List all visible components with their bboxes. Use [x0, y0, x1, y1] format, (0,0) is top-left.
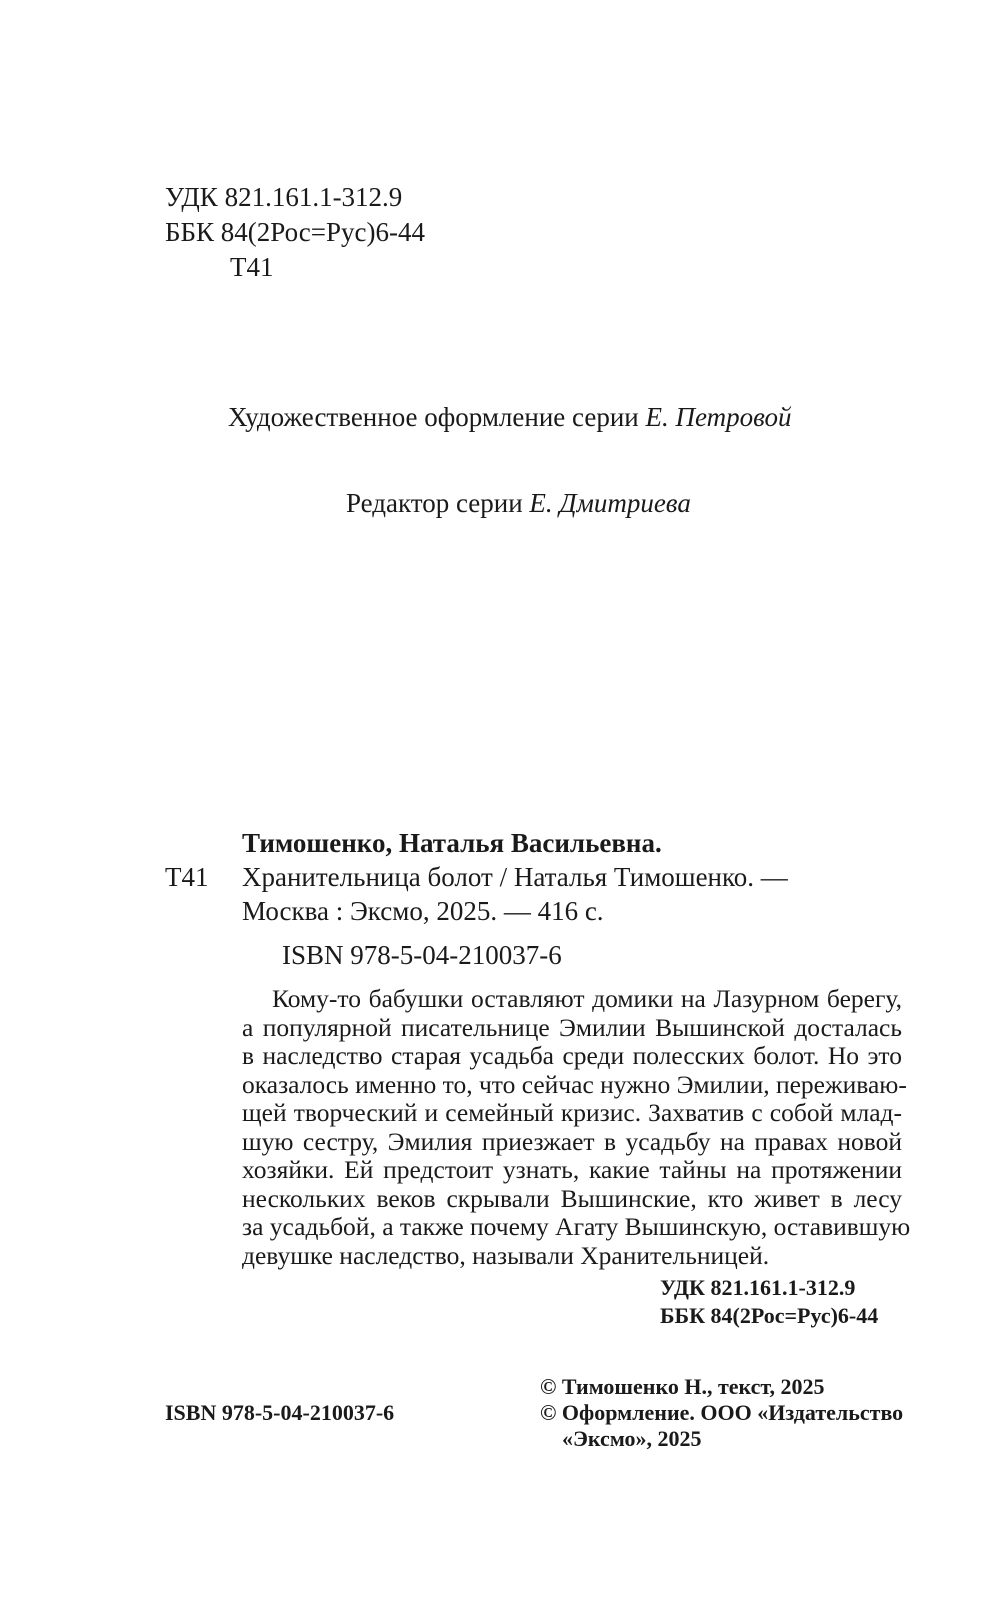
record-publication: Москва : Эксмо, 2025. — 416 с.: [242, 896, 604, 926]
design-credit-label: Художественное оформление серии: [228, 402, 646, 432]
udk-code: УДК 821.161.1-312.9: [165, 182, 403, 212]
annotation-line: а популярной писательнице Эмилии Вышинской досталась: [242, 1012, 902, 1042]
record-title: Хранительница болот / Наталья Тимошенко. —: [242, 862, 788, 892]
editor-credit: [346, 486, 691, 520]
footer-classification-codes: [660, 1274, 878, 1330]
footer-udk: УДК 821.161.1-312.9: [660, 1275, 856, 1300]
annotation: [242, 984, 911, 1270]
top-classification-codes: [165, 180, 425, 285]
annotation-line: щей творческий и семейный кризис. Захватив с собой млад-: [242, 1098, 902, 1127]
bbk-code: ББК 84(2Рос=Рус)6-44: [165, 217, 425, 247]
design-credit: [228, 400, 791, 434]
record-author: Тимошенко, Наталья Васильевна.: [242, 828, 662, 858]
annotation-line: Кому-то бабушки оставляют домики на Лазурном берегу,: [272, 984, 902, 1013]
annotation-line: нескольких веков скрывали Вышинские, кто живет в лесу: [242, 1183, 902, 1213]
copyright-block: [540, 1374, 903, 1452]
annotation-line: оказалось именно то, что сейчас нужно Эмилии, переживаю-: [242, 1069, 907, 1099]
footer-isbn: ISBN 978-5-04-210037-6: [165, 1400, 395, 1425]
record-author-mark: Т41: [165, 862, 209, 892]
record-isbn: ISBN 978-5-04-210037-6: [282, 940, 562, 970]
annotation-line: за усадьбой, а также почему Агату Вышинскую, оставившую: [242, 1212, 911, 1241]
annotation-line: хозяйки. Ей предстоит узнать, какие тайны на протяжении: [242, 1155, 902, 1184]
footer-bbk: ББК 84(2Рос=Рус)6-44: [660, 1303, 879, 1328]
annotation-line: в наследство старая усадьба среди полесских болот. Но это: [242, 1041, 902, 1070]
editor-credit-label: Редактор серии: [346, 488, 530, 518]
copyright-text: © Тимошенко Н., текст, 2025: [540, 1374, 825, 1399]
annotation-line: шую сестру, Эмилия приезжает в усадьбу на правах новой: [242, 1126, 902, 1156]
annotation-line: девушке наследство, называли Хранительницей.: [242, 1240, 770, 1270]
author-mark: Т41: [230, 252, 274, 282]
editor-credit-name: Е. Дмитриева: [529, 488, 691, 518]
copyright-design-continued: «Эксмо», 2025: [562, 1426, 702, 1451]
design-credit-name: Е. Петровой: [645, 402, 792, 432]
copyright-design: © Оформление. ООО «Издательство: [540, 1400, 904, 1425]
